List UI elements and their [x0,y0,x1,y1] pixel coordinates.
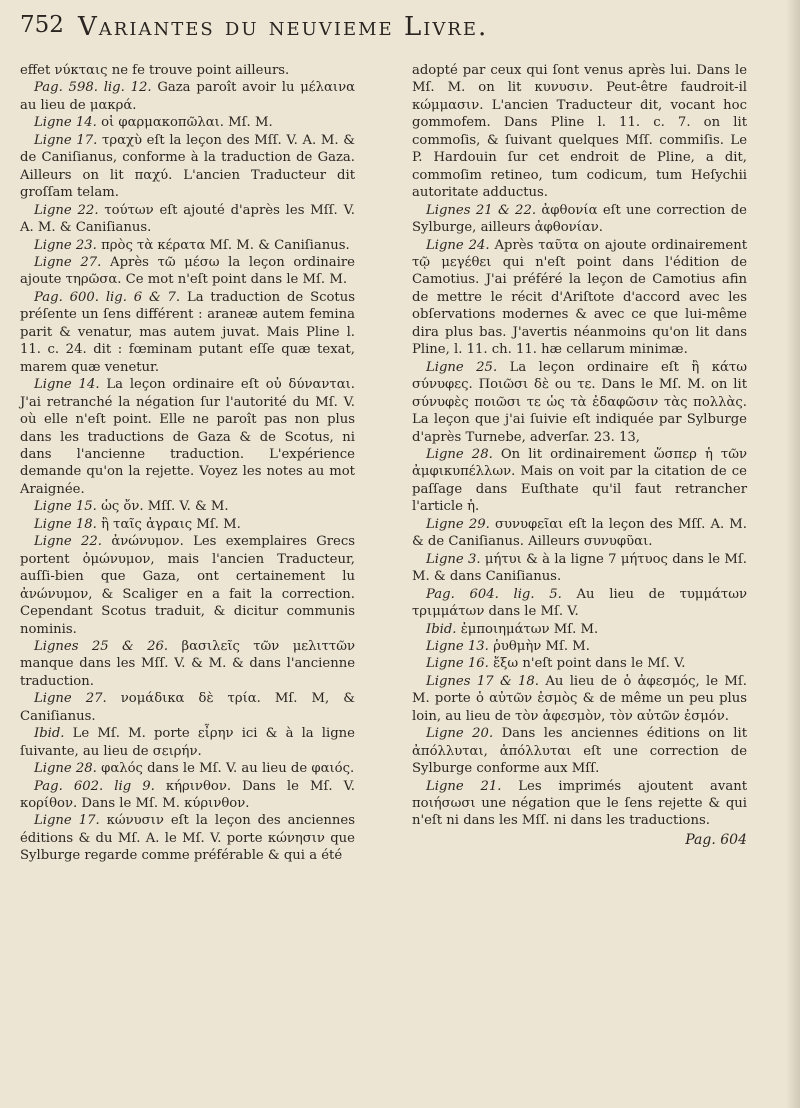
note-text: κήρινθον. Dans le Mſ. V. κορίθον. Dans le Mſ. M. κύρινθον. [20,778,355,812]
variant-note [20,778,355,813]
note-text: οἱ φαρμακοπῶλαι. Mſ. M. [96,115,273,131]
note-reference: Ligne 22. [34,202,99,218]
variant-note [20,202,355,237]
note-reference: Ligne 16. [426,656,489,672]
note-reference: Ligne 29. [426,516,490,532]
note-reference: Ligne 28. [426,446,493,462]
variant-note [20,812,355,864]
note-reference: Pag. 598. lig. 12. [34,80,152,96]
note-reference: Ibid. [426,621,457,637]
note-reference: Ligne 28. [34,761,97,777]
variant-note [20,533,355,638]
variant-note [412,673,747,725]
note-reference: Ligne 17. [34,132,98,148]
note-reference: Ligne 13. [426,638,489,654]
variant-note [412,359,747,446]
note-reference: Ligne 18. [34,516,97,532]
variant-note [20,237,355,254]
running-header [20,12,762,46]
note-reference: Ibid. [34,726,65,742]
note-reference: Ligne 24. [426,237,490,253]
variant-note [412,655,747,672]
note-text: Les imprimés ajoutent avant ποιήσωσι une négation que le ſens rejette & qui n'eſt ni dans les Mſſ. ni dans les traductions. [412,778,747,829]
note-text: Le Mſ. M. porte εἶρην ici & à la ligne ſuivante, au lieu de σειρήν. [20,726,355,759]
variant-note [20,114,355,131]
variant-note [412,446,747,516]
note-text: ἔξω n'eſt point dans le Mſ. V. [488,656,686,672]
variant-note [412,516,747,551]
variant-note [412,551,747,586]
note-reference: Ligne 3. [426,551,481,567]
variant-note [412,202,747,237]
note-reference: Ligne 27. [34,691,107,707]
variant-note [20,376,355,498]
note-reference: Lignes 21 & 22. [426,202,537,218]
right-column [412,62,747,863]
running-title: Variantes du neuvieme Livre. [78,12,489,42]
note-text: Au lieu de τυμμάτων τριμμάτων dans le Mſ. V. [412,586,747,620]
variant-note [20,79,355,114]
variant-note [412,62,747,202]
note-reference: Lignes 17 & 18. [426,673,539,689]
note-text: ῥυθμὴν Mſ. M. [488,638,590,654]
note-text: La leçon ordinaire eſt ἢ κάτω σύνυφες. Ποιῶσι δὲ ou τε. Dans le Mſ. M. on lit σύνυφὲς ποιῶσι τε ὡς τὰ ἐδαφῶσιν τὰς πολλὰς. La leçon que j'ai ſuivie eſt indiquée par Sylburge d'après Turnebe, adverſar. 23. 13, [412,359,747,445]
note-text: πρὸς τὰ κέρατα Mſ. M. & Caniſianus. [96,237,350,253]
note-reference: Ligne 15. [34,499,97,515]
note-reference: Ligne 21. [426,778,502,794]
note-text: effet νύκταις ne fe trouve point ailleurs. [20,63,290,78]
note-reference: Pag. 604. lig. 5. [426,586,562,602]
note-reference: Ligne 14. [34,377,100,393]
page-number: 752 [20,12,64,38]
note-text: ὡς ὄν. Mſſ. V. & M. [96,499,229,515]
variant-note [20,132,355,202]
note-text: φαλός dans le Mſ. V. au lieu de φαιός. [96,761,355,777]
variant-note [20,498,355,515]
note-reference: Ligne 22. [34,534,103,550]
variant-note [412,621,747,638]
note-text: συνυφεῖαι eſt la leçon des Mſſ. A. M. & de Caniſianus. Ailleurs συνυφῦαι. [412,516,748,550]
note-text: κώνυσιν eſt la leçon des anciennes éditions & du Mſ. A. le Mſ. V. porte κώνησιν que Sylburge regarde comme préférable & qui a été [20,813,355,864]
note-text: La leçon ordinaire eſt οὐ δύνανται. J'ai retranché la négation ſur l'autorité du Mſ. V. où elle n'eſt point. Elle ne paroît pas non plus dans les traductions de Gaza & de Scotus, ni dans l'ancienne traduction. L'expérience demande qu'on la rejette. Voyez les notes au mot Araignée. [20,377,355,497]
variant-note [20,62,355,79]
note-reference: Pag. 600. lig. 6 & 7. [34,289,181,305]
variant-note [20,289,355,376]
note-text: τούτων eſt ajouté d'après les Mſſ. V. A. M. & Caniſianus. [20,202,355,236]
variant-note [412,778,747,830]
variant-note [20,516,355,533]
note-text: ἀφθονία eſt une correction de Sylburge, ailleurs ἀφθονίαν. [412,202,747,236]
variant-note [412,586,747,621]
note-text: τραχὺ eſt la leçon des Mſſ. V. A. M. & de Caniſianus, conforme à la traduction de Gaza. Ailleurs on lit παχύ. L'ancien Traducteur dit groſſam telam. [20,132,355,201]
note-reference: Ligne 23. [34,237,97,253]
variant-note [412,237,747,359]
variant-note [20,760,355,777]
variant-note [20,725,355,760]
note-text: Gaza paroît avoir lu μέλαινα au lieu de μακρά. [20,80,355,113]
variant-note [20,254,355,289]
note-text: On lit ordinairement ὥσπερ ἡ τῶν ἀμφικυπέλλων. Mais on voit par la citation de ce paſſage dans Euſthate qu'il faut retrancher l'article ἡ. [412,446,747,515]
variant-note [412,638,747,655]
note-text: βασιλεῖς τῶν μελιττῶν manque dans les Mſſ. V. & M. & dans l'ancienne traduction. [20,638,355,689]
note-reference: Ligne 25. [426,359,498,375]
note-text: La traduction de Scotus préſente un ſens différent : araneæ autem femina parit & venatur, mas autem juvat. Mais Pline l. 11. c. 24. dit : fœminam putant eſſe quæ texat, marem quæ venetur. [20,289,355,375]
note-text: ἀνώνυμον. Les exemplaires Grecs portent ὁμώνυμον, mais l'ancien Traducteur, auſſi-bien que Gaza, ont certainement lu ἀνώνυμον, & Scaliger en a fait la correction. Cependant Scotus traduit, & dicitur communis nominis. [20,534,355,637]
note-text: ἢ ταῖς ἀγραις Mſ. M. [96,516,241,532]
note-text: μήτυι & à la ligne 7 μήτυος dans le Mſ. M. & dans Caniſianus. [412,551,747,585]
note-reference: Ligne 20. [426,726,494,742]
variant-note [20,638,355,690]
variant-note [412,725,747,777]
note-text: ἐμποιημάτων Mſ. M. [456,621,599,637]
note-reference: Ligne 27. [34,254,102,270]
left-column [20,62,355,865]
note-reference: Lignes 25 & 26. [34,638,169,654]
note-text: Après ταῦτα on ajoute ordinairement τῷ μεγέθει qui n'eſt point dans l'édition de Camotius. J'ai préféré la leçon de Camotius afin de mettre le récit d'Ariſtote d'accord avec les obſervations modernes & avec ce que lui-même dira plus bas. J'avertis néanmoins qu'on lit dans Pline, l. 11. ch. 11. hæ cellarum minimæ. [412,237,747,358]
catchword: Pag. 604 [685,831,747,848]
note-reference: Pag. 602. lig 9. [34,778,155,794]
variant-note [20,690,355,725]
note-text: Après τῶ μέσω la leçon ordinaire ajoute τηρῶσα. Ce mot n'eſt point dans le Mſ. M. [20,254,355,288]
note-text: Au lieu de ὁ ἀφεσμός, le Mſ. M. porte ὁ αὐτῶν ἐσμὸς & de même un peu plus loin, au lieu de τὸν ἀφεσμὸν, τὸν αὐτῶν ἐσμόν. [412,673,747,724]
note-text: νομάδικα δὲ τρία. Mſ. M, & Caniſianus. [20,691,355,724]
note-text: adopté par ceux qui ſont venus après lui. Dans le Mſ. M. on lit κυνυσιν. Peut-être faudroit-il κώμμασιν. L'ancien Traducteur dit, vocant hoc gommofem. Dans Pline l. 11. c. 7. on lit commoſis, & ſuivant quelques Mſſ. commiſis. Le P. Hardouin ſur cet endroit de Pline, a dit, commoſim retineo, tum codicum, tum Heſychii autoritate adductus. [412,63,747,201]
note-reference: Ligne 14. [34,115,97,131]
note-reference: Ligne 17. [34,813,100,829]
note-text: Dans les anciennes éditions on lit ἀπόλλυται, ἀπόλλυται eſt une correction de Sylburge conforme aux Mſſ. [412,726,747,777]
